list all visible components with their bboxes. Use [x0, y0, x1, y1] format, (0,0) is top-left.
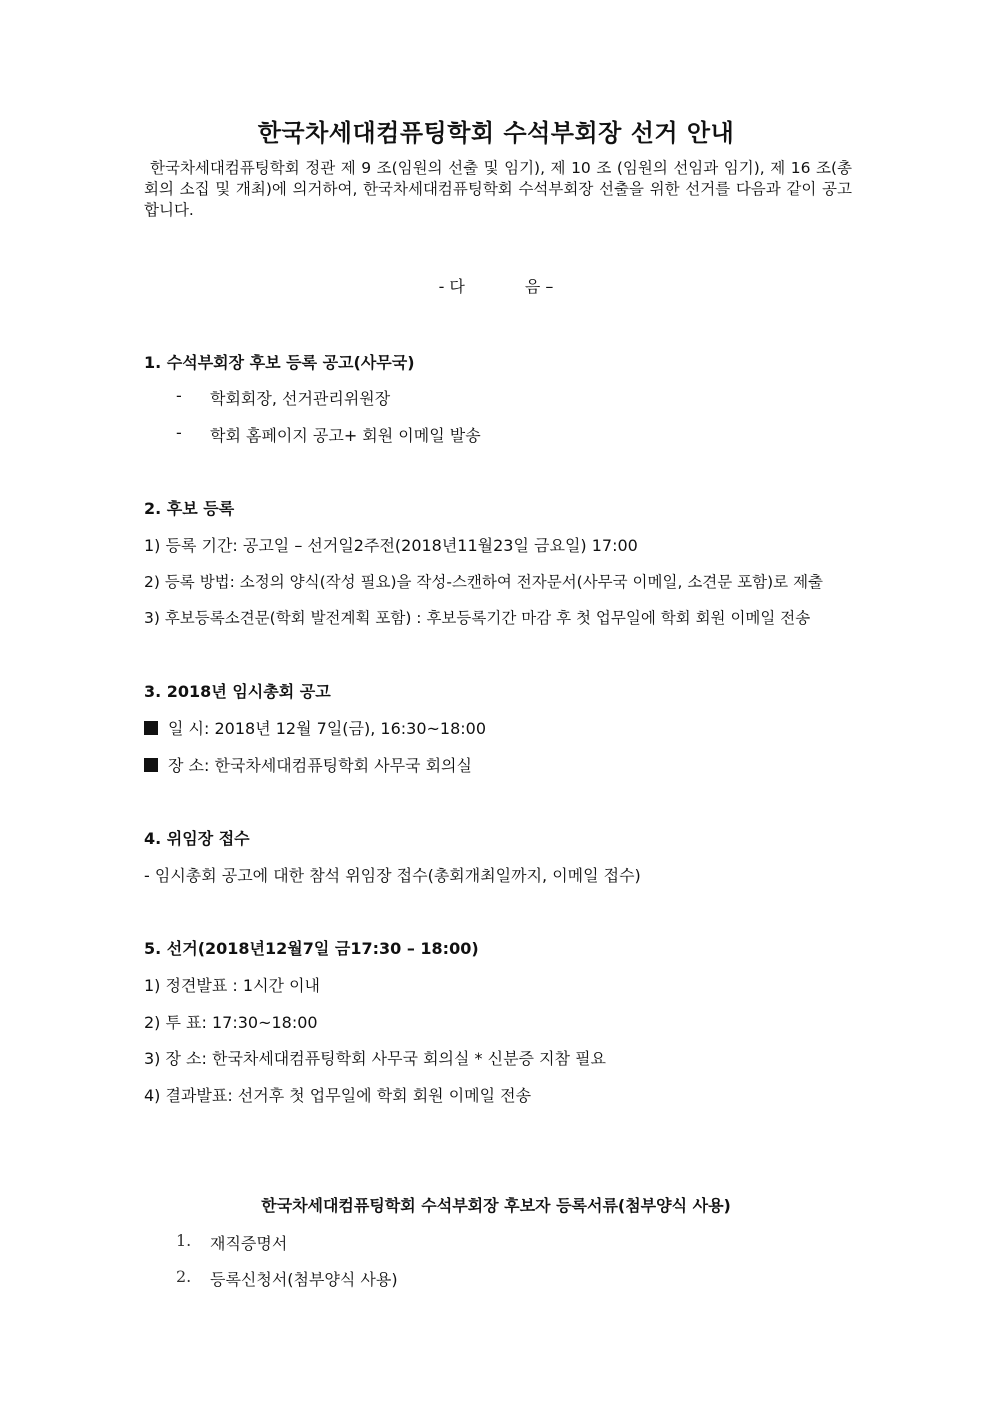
section3-heading: 3. 2018년 임시총회 공고 [144, 682, 331, 701]
section5-heading: 5. 선거(2018년12월7일 금17:30 – 18:00) [144, 939, 479, 958]
section3-line-1: 일 시: 2018년 12월 7일(금), 16:30~18:00 [144, 716, 486, 739]
section2-line-3: 3) 후보등록소견문(학회 발전계획 포함) : 후보등록기간 마감 후 첫 업무일에 학회 회원 이메일 전송 [144, 609, 811, 627]
section2-line-2: 2) 등록 방법: 소정의 양식(작성 필요)을 작성-스캔하여 전자문서(사무국 이메일, 소견문 포함)로 제출 [144, 573, 824, 591]
section5-line-4: 4) 결과발표: 선거후 첫 업무일에 학회 회원 이메일 전송 [144, 1086, 532, 1105]
docs-num-1: 1. [176, 1231, 192, 1250]
daum-right: 음 – [524, 277, 554, 296]
square-bullet-icon [144, 721, 158, 735]
docs-item-2: 등록신청서(첨부양식 사용) [210, 1270, 398, 1289]
document-title: 한국차세대컴퓨팅학회 수석부회장 선거 안내 [257, 119, 735, 147]
daum-left: - 다 [438, 277, 465, 296]
section1-item-1: 학회회장, 선거관리위원장 [210, 389, 391, 408]
section5-line-3: 3) 장 소: 한국차세대컴퓨팅학회 사무국 회의실 * 신분증 지참 필요 [144, 1049, 606, 1068]
section3-line-2: 장 소: 한국차세대컴퓨팅학회 사무국 회의실 [144, 753, 472, 776]
section1-item-2: 학회 홈페이지 공고+ 회원 이메일 발송 [210, 426, 481, 445]
docs-heading: 한국차세대컴퓨팅학회 수석부회장 후보자 등록서류(첨부양식 사용) [261, 1196, 731, 1215]
square-bullet-icon [144, 758, 158, 772]
docs-item-1: 재직증명서 [210, 1234, 288, 1253]
section4-heading: 4. 위임장 접수 [144, 829, 250, 848]
section5-line-2: 2) 투 표: 17:30~18:00 [144, 1013, 318, 1032]
section5-line-1: 1) 정견발표 : 1시간 이내 [144, 976, 320, 995]
section1-dash-1: - [176, 386, 182, 405]
section4-line-1: - 임시총회 공고에 대한 참석 위임장 접수(총회개최일까지, 이메일 접수) [144, 866, 641, 885]
intro-paragraph: 한국차세대컴퓨팅학회 정관 제 9 조(임원의 선출 및 임기), 제 10 조 (임원의 선임과 임기), 제 16 조(총회의 소집 및 개최)에 의거하여, 한국차세대컴퓨팅학회 수석부회장 선출을 위한 선거를 다음과 같이 공고합니다. [144, 159, 852, 219]
section2-line-1: 1) 등록 기간: 공고일 – 선거일2주전(2018년11월23일 금요일) 17:00 [144, 536, 638, 555]
daum-separator [0, 274, 992, 297]
section1-heading: 1. 수석부회장 후보 등록 공고(사무국) [144, 353, 415, 372]
docs-num-2: 2. [176, 1267, 192, 1286]
section2-heading: 2. 후보 등록 [144, 499, 235, 518]
section1-dash-2: - [176, 423, 182, 442]
